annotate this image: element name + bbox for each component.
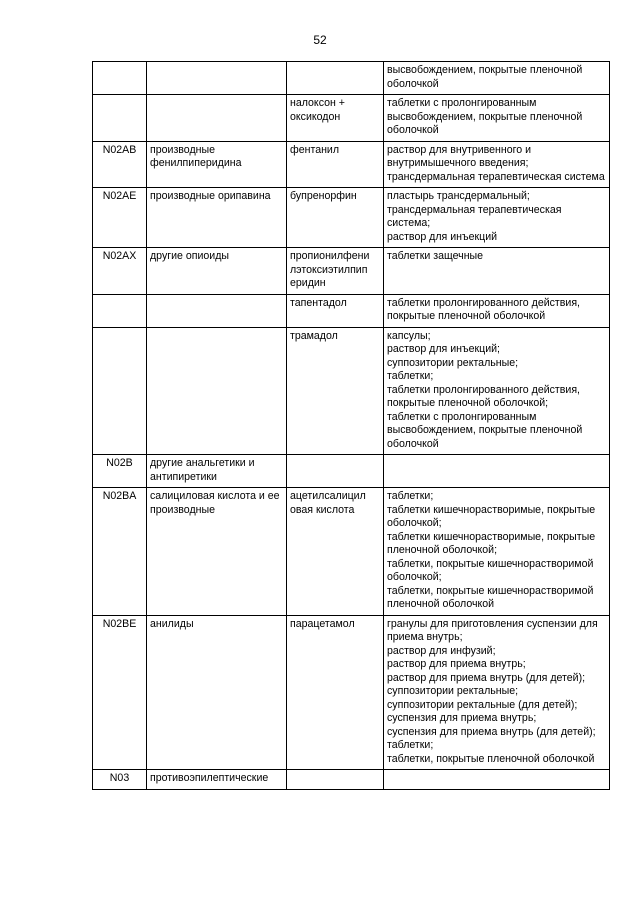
dosage-form-line: таблетки с пролонгированным высвобождением, покрытые пленочной оболочкой	[387, 97, 583, 136]
dosage-form-line: высвобождением, покрытые пленочной оболочкой	[387, 64, 583, 90]
anatomical-group-cell: производные фенилпиперидина	[147, 141, 287, 188]
drug-name-cell: парацетамол	[287, 615, 384, 770]
anatomical-group-cell: салициловая кислота и ее производные	[147, 488, 287, 616]
dosage-form-line: капсулы;	[387, 329, 431, 342]
drug-name-cell	[287, 62, 384, 95]
atc-code-cell: N02B	[93, 455, 147, 488]
dosage-forms-cell	[384, 248, 610, 295]
dosage-form-line: таблетки кишечнорастворимые, покрытые пленочной оболочкой;	[387, 530, 596, 556]
atc-code-cell	[93, 327, 147, 455]
anatomical-group-cell	[147, 327, 287, 455]
table-row	[93, 615, 610, 770]
dosage-form-line: трансдермальная терапевтическая система	[387, 170, 605, 183]
dosage-forms-cell	[384, 95, 610, 142]
dosage-form-line: раствор для инъекций;	[387, 343, 500, 355]
dosage-form-line: таблетки пролонгированного действия, покрытые пленочной оболочкой	[387, 296, 581, 322]
drug-name-cell: фентанил	[287, 141, 384, 188]
dosage-form-line: таблетки;	[387, 370, 434, 382]
anatomical-group-cell: другие анальгетики и антипиретики	[147, 455, 287, 488]
drug-name-cell: пропионилфени лэтоксиэтилпип еридин	[287, 248, 384, 295]
drug-name-cell: тапентадол	[287, 294, 384, 327]
drug-name-cell	[287, 455, 384, 488]
dosage-form-line: раствор для приема внутрь (для детей);	[387, 671, 586, 684]
atc-code-cell	[93, 294, 147, 327]
drug-name-cell: бупренорфин	[287, 188, 384, 248]
dosage-forms-cell	[384, 488, 610, 616]
dosage-form-line: таблетки с пролонгированным высвобождением, покрытые пленочной оболочкой	[387, 410, 583, 450]
table-row	[93, 188, 610, 248]
anatomical-group-cell: другие опиоиды	[147, 248, 287, 295]
atc-code-cell: N02AB	[93, 141, 147, 188]
atc-code-cell: N03	[93, 770, 147, 790]
dosage-form-line: таблетки, покрытые кишечнорастворимой пленочной оболочкой	[387, 584, 594, 610]
dosage-form-line: суспензия для приема внутрь;	[387, 712, 537, 724]
dosage-form-line: гранулы для приготовления суспензии для приема внутрь;	[387, 617, 598, 643]
table-row	[93, 95, 610, 142]
drug-name-cell: налоксон + оксикодон	[287, 95, 384, 142]
anatomical-group-cell: анилиды	[147, 615, 287, 770]
dosage-form-line: раствор для внутривенного и внутримышечного введения;	[387, 143, 532, 169]
drug-classification-table	[92, 61, 610, 790]
table-row	[93, 62, 610, 95]
dosage-form-line: таблетки пролонгированного действия, покрытые пленочной оболочкой;	[387, 383, 581, 409]
table-row	[93, 248, 610, 295]
anatomical-group-cell	[147, 294, 287, 327]
dosage-forms-cell	[384, 62, 610, 95]
atc-code-cell	[93, 62, 147, 95]
dosage-forms-cell	[384, 615, 610, 770]
dosage-form-line: раствор для инъекций	[387, 230, 498, 243]
dosage-forms-cell	[384, 294, 610, 327]
table-row	[93, 770, 610, 790]
dosage-form-line: пластырь трансдермальный;	[387, 190, 530, 202]
dosage-form-line: таблетки, покрытые кишечнорастворимой оболочкой;	[387, 557, 594, 583]
dosage-form-line: раствор для приема внутрь;	[387, 658, 526, 670]
atc-code-cell: N02BE	[93, 615, 147, 770]
dosage-form-line: суппозитории ректальные;	[387, 685, 519, 697]
anatomical-group-cell	[147, 62, 287, 95]
atc-code-cell: N02AX	[93, 248, 147, 295]
anatomical-group-cell: противоэпилептические	[147, 770, 287, 790]
drug-name-cell	[287, 770, 384, 790]
atc-code-cell: N02BA	[93, 488, 147, 616]
dosage-forms-cell	[384, 455, 610, 488]
drug-name-cell: ацетилсалицил овая кислота	[287, 488, 384, 616]
dosage-forms-cell	[384, 188, 610, 248]
table-row	[93, 488, 610, 616]
dosage-forms-cell	[384, 141, 610, 188]
dosage-form-line	[387, 772, 606, 786]
dosage-form-line: таблетки защечные	[387, 250, 484, 262]
table-body	[93, 62, 610, 790]
table-row	[93, 455, 610, 488]
dosage-form-line: таблетки;	[387, 739, 434, 751]
atc-code-cell: N02AE	[93, 188, 147, 248]
table-row	[93, 327, 610, 455]
dosage-form-line: суспензия для приема внутрь (для детей);	[387, 725, 596, 738]
atc-code-cell	[93, 95, 147, 142]
dosage-form-line: таблетки, покрытые пленочной оболочкой	[387, 752, 595, 765]
dosage-forms-cell	[384, 770, 610, 790]
dosage-form-line: трансдермальная терапевтическая система;	[387, 203, 562, 229]
dosage-form-line: суппозитории ректальные;	[387, 356, 519, 369]
dosage-form-line: суппозитории ректальные (для детей);	[387, 698, 578, 711]
dosage-form-line: таблетки кишечнорастворимые, покрытые оболочкой;	[387, 503, 596, 529]
table-row	[93, 294, 610, 327]
table-row	[93, 141, 610, 188]
dosage-form-line	[387, 457, 606, 471]
anatomical-group-cell: производные орипавина	[147, 188, 287, 248]
dosage-form-line: таблетки;	[387, 490, 434, 502]
dosage-form-line: раствор для инфузий;	[387, 644, 496, 657]
page-number: 52	[313, 33, 327, 47]
drug-name-cell: трамадол	[287, 327, 384, 455]
anatomical-group-cell	[147, 95, 287, 142]
dosage-forms-cell	[384, 327, 610, 455]
